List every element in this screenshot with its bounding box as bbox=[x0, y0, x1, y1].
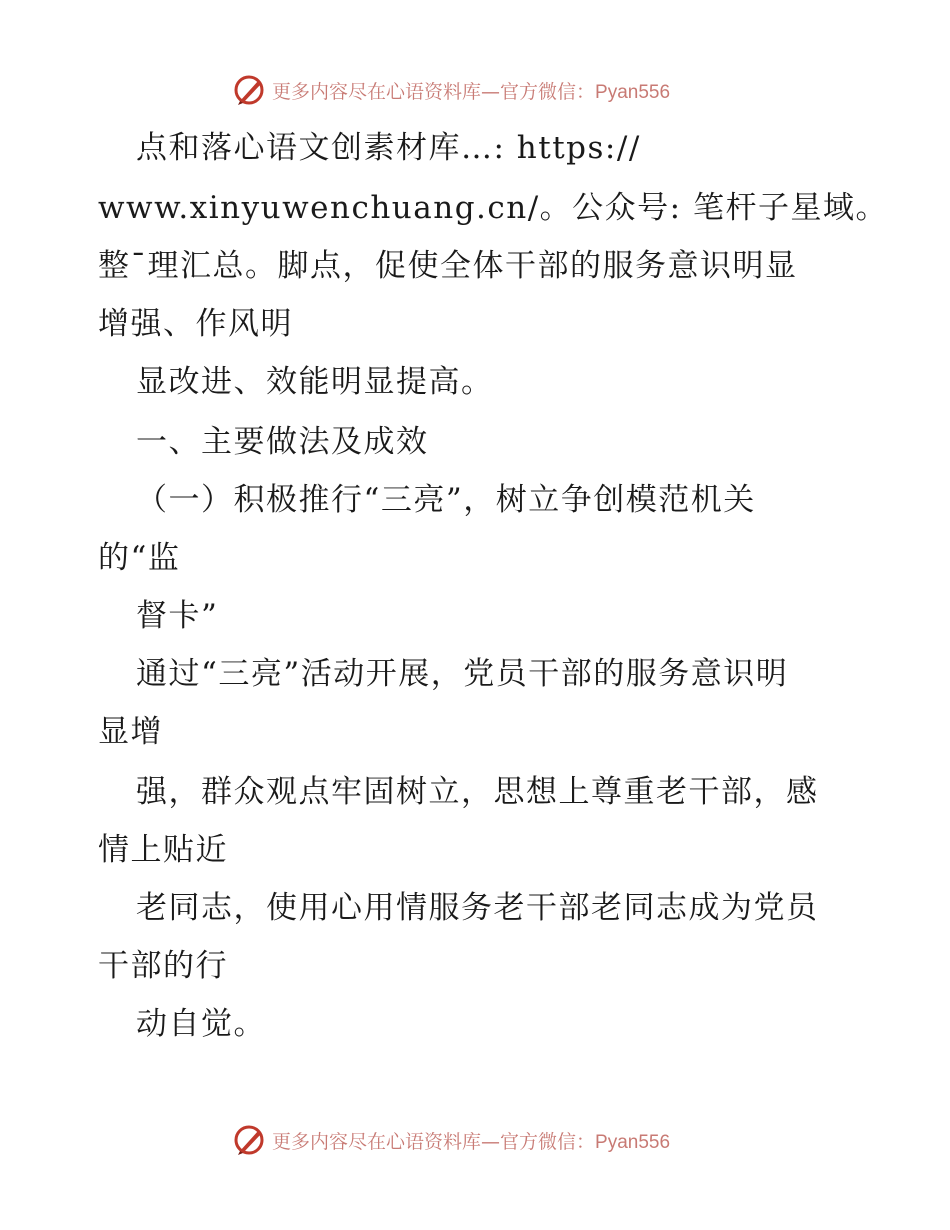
section-heading: 一、主要做法及成效 bbox=[136, 424, 429, 460]
body-line-1: 点和落心语文创素材库…: https:// bbox=[136, 130, 641, 166]
body-line-15: 干部的行 bbox=[98, 948, 228, 984]
subsection-heading: （一）积极推行“三亮”，树立争创模范机关 bbox=[136, 482, 756, 518]
pen-logo-icon bbox=[232, 1123, 266, 1157]
footer-watermark-banner bbox=[232, 1122, 670, 1158]
header-banner-contact-handle: Pyan556 bbox=[595, 81, 671, 103]
body-line-8: 的“监 bbox=[98, 540, 181, 576]
body-line-11: 显增 bbox=[98, 714, 163, 750]
body-line-9: 督卡” bbox=[136, 598, 219, 634]
header-banner-text bbox=[272, 77, 670, 104]
footer-banner-title: 更多内容尽在心语资料库 bbox=[272, 1130, 482, 1153]
body-line-5: 显改进、效能明显提高。 bbox=[136, 364, 494, 400]
body-line-4: 增强、作风明 bbox=[98, 306, 293, 342]
body-line-10: 通过“三亮”活动开展，党员干部的服务意识明 bbox=[136, 656, 789, 692]
header-watermark-banner bbox=[232, 72, 670, 108]
body-line-3: 整¯理汇总。脚点，促使全体干部的服务意识明显 bbox=[98, 248, 798, 284]
footer-banner-contact-label: 官方微信： bbox=[500, 1130, 596, 1153]
body-line-12: 强，群众观点牢固树立，思想上尊重老干部，感 bbox=[136, 774, 819, 810]
body-line-16: 动自觉。 bbox=[136, 1006, 266, 1042]
footer-banner-separator: — bbox=[481, 1130, 501, 1153]
header-banner-contact-label: 官方微信： bbox=[500, 80, 596, 103]
body-line-14: 老同志，使用心用情服务老干部老同志成为党员 bbox=[136, 890, 819, 926]
footer-banner-contact-handle: Pyan556 bbox=[595, 1131, 671, 1153]
header-banner-title: 更多内容尽在心语资料库 bbox=[272, 80, 482, 103]
header-banner-separator: — bbox=[481, 80, 501, 103]
body-line-2: www.xinyuwenchuang.cn/。公众号: 笔杆子星域。 bbox=[98, 190, 888, 226]
pen-logo-icon bbox=[232, 73, 266, 107]
footer-banner-text bbox=[272, 1127, 670, 1154]
body-line-13: 情上贴近 bbox=[98, 832, 228, 868]
